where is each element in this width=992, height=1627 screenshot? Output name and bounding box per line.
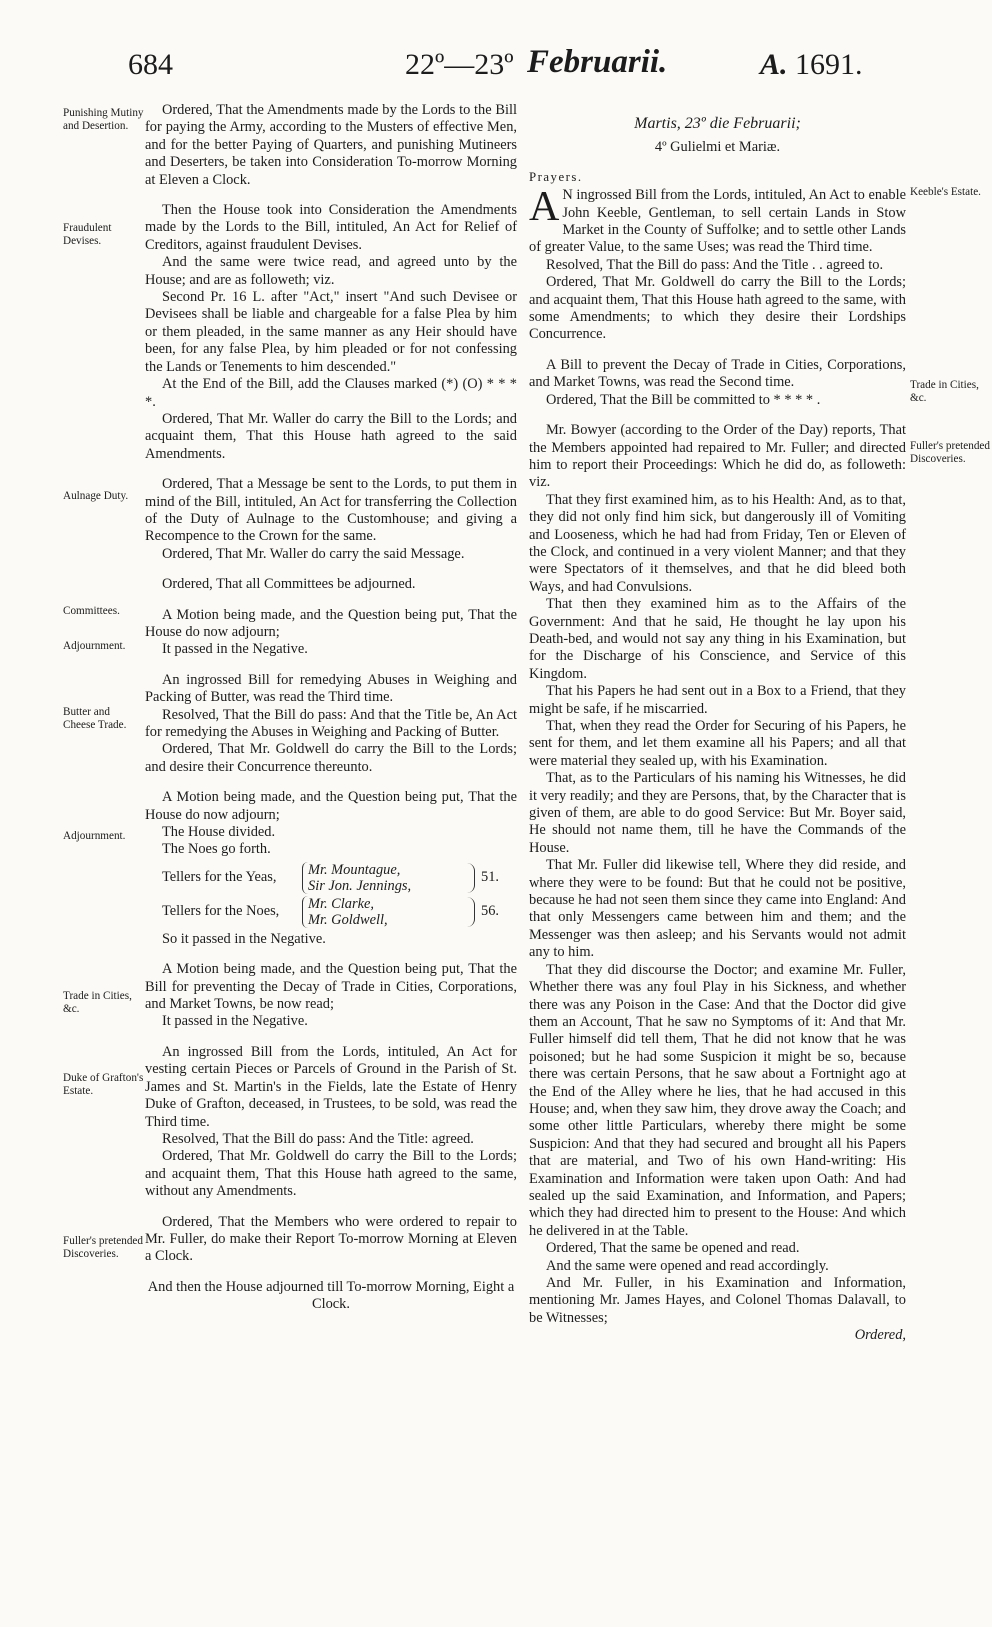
entry-trade-result: It passed in the Negative. (162, 1013, 308, 1030)
margin-note-fuller-right: Fuller's pretended Discoveries. (910, 440, 990, 465)
margin-note-adjournment-2: Adjournment. (63, 830, 126, 842)
entry-noes-forth: The Noes go forth. (162, 841, 271, 858)
margin-note-aulnage: Aulnage Duty. (63, 490, 129, 502)
entry-grafton-order: Ordered, That Mr. Goldwell do carry the Bill to the Lords; and acquaint them, That this House hath agreed to the same, without any Amendments. (145, 1148, 517, 1200)
left-column (145, 102, 517, 1314)
teller-yea-2: Sir Jon. Jennings, (308, 877, 412, 894)
catchword: Ordered, (854, 1327, 906, 1344)
sitting-date-heading: Martis, 23º die Februarii; (634, 115, 801, 132)
margin-note-committees: Committees. (63, 605, 120, 617)
margin-note-adjournment-1: Adjournment. (63, 640, 126, 652)
right-column (529, 102, 906, 1345)
entry-mutiny: Ordered, That the Amendments made by the Lords to the Bill for paying the Army, according to the Musters of effective Men, and for the better Paying of Quarters, and punishing Mutineers and Deserters, be taken into Consideration To-morrow Morning at Eleven a Clock. (145, 102, 517, 188)
entry-doctor: That they did discourse the Doctor; and examine Mr. Fuller, Whether there was any foul Play in his Sickness, and whether there was any Poison in the Case: And that the Doctor did give them an Account, That he saw no Symptoms of it: And that Mr. Fuller himself did tell them, That he did not know that he was poisoned; but he had some Suspicion it might be so, because there was certain Persons, that he saw about a Fortnight ago at the End of the Alley where he lies, that he had accused in this House; and, when they saw him, they drove away the Coach; and some other little Particulars, whereby there might be some Suspicion: And that they had secured and brought all his Papers that are material, and Two of his own Hand-writing: His Examination and Information were taken upon Oath: And had sealed up the said Examination, and Information, and Papers; which they had directed him to present to the House: And which he delivered in at the Table. (529, 961, 906, 1239)
entry-devises-order: Ordered, That Mr. Waller do carry the Bill to the Lords; and acquaint them, That this House hath agreed to the said Amendments. (145, 410, 517, 462)
entry-bowyer-report: Mr. Bowyer (according to the Order of the Day) reports, That the Members appointed had repaired to Mr. Fuller; and directed him to report their Proceedings: Which he did do, as followeth: viz. (529, 422, 906, 491)
prayers-heading: Prayers. (529, 169, 583, 184)
margin-note-trade-right: Trade in Cities, &c. (910, 379, 979, 404)
year-prefix: A. (760, 48, 788, 81)
brace-yeas (458, 863, 475, 893)
tellers-noes-label: Tellers for the Noes, (162, 903, 280, 920)
entry-keeble-order: Ordered, That Mr. Goldwell do carry the Bill to the Lords; and acquaint them, That this House hath agreed to the same, with some Amendments; to which they desire their Lordships Concurrence. (529, 274, 906, 343)
page-header (0, 44, 992, 98)
entry-keeble (529, 184, 906, 257)
brace-noes (458, 897, 475, 927)
entry-devises-clauses: At the End of the Bill, add the Clauses marked (*) (O) * * * *. (145, 376, 517, 410)
tellers-yeas-names (302, 862, 458, 894)
entry-residence: That Mr. Fuller did likewise tell, Where they did reside, and where they were to be found: But that he could not be positive, because he had not seen them since they came into England: And that only Messengers came between him and them; and the Messenger was then asleep; and his Servants would not admit any to him. (529, 857, 906, 961)
entry-health: That they first examined him, as to his Health: And, as to that, they did not only find him sick, but dangerously ill of Vomiting and Looseness, which he had had from Friday, Ten or Eleven of the Clock, and continued in a very violent Manner; and that they were Spectators of it themselves, and that he did bleed both Ways, and had Convulsions. (529, 491, 906, 595)
year-heading (760, 48, 863, 82)
margin-note-butter: Butter and Cheese Trade. (63, 706, 127, 731)
month-heading: Februarii. (527, 44, 668, 80)
entry-witnesses: That, as to the Particulars of his naming his Witnesses, he did it very readily; and they are Persons, that, by the Character that is given of them, are able to do good Service: But Mr. Boyer said, He should not name them, till he have the Commands of the House. (529, 770, 906, 856)
entry-division-result: So it passed in the Negative. (162, 930, 326, 947)
entry-grafton: An ingrossed Bill from the Lords, intituled, An Act for vesting certain Pieces or Parcels of Ground in the Parish of St. James and St. Martin's in the Fields, late the Estate of Henry Duke of Grafton, deceased, in Trustees, to be sold, was read the Third time. (145, 1043, 517, 1130)
teller-noe-1: Mr. Clarke, (308, 895, 374, 912)
entry-keeble-resolved: Resolved, That the Bill do pass: And the Title . . agreed to. (546, 256, 884, 273)
entry-trade-bill: A Bill to prevent the Decay of Trade in Cities, Corporations, and Market Towns, was read the Second time. (529, 356, 906, 391)
tellers-noes-names (302, 896, 458, 928)
margin-note-trade: Trade in Cities, &c. (63, 990, 132, 1015)
margin-note-mutiny: Punishing Mutiny and Desertion. (63, 107, 144, 132)
entry-papers-box: That his Papers he had sent out in a Box to a Friend, that they might be safe, if he miscarried. (529, 683, 906, 717)
entry-butter-order: Ordered, That Mr. Goldwell do carry the Bill to the Lords; and desire their Concurrence thereunto. (145, 741, 517, 775)
drop-cap: A (529, 184, 560, 231)
entry-aulnage-order: Ordered, That Mr. Waller do carry the said Message. (162, 545, 465, 562)
teller-noe-2: Mr. Goldwell, (308, 911, 388, 928)
date-range: 22º—23º (405, 48, 514, 81)
margin-note-keeble: Keeble's Estate. (910, 186, 981, 198)
margin-note-devises: Fraudulent Devises. (63, 222, 112, 247)
entry-butter-resolved: Resolved, That the Bill do pass: And that the Title be, An Act for remedying the Abuses in Weighing and Packing of Butter. (145, 706, 517, 740)
entry-butter: An ingrossed Bill for remedying Abuses in Weighing and Packing of Butter, was read the Third time. (145, 671, 517, 706)
tellers-yeas-count: 51. (481, 869, 499, 886)
year-value: 1691. (795, 48, 863, 81)
entry-grafton-resolved: Resolved, That the Bill do pass: And the Title: agreed. (162, 1130, 474, 1147)
entry-witnesses-named: And Mr. Fuller, in his Examination and Information, mentioning Mr. James Hayes, and Colonel Thomas Dalavall, to be Witnesses; (529, 1275, 906, 1326)
tellers-yeas-label: Tellers for the Yeas, (162, 869, 277, 886)
entry-opened-read: And the same were opened and read accordingly. (546, 1257, 829, 1274)
entry-government: That then they examined him as to the Affairs of the Government: And that he said, He thought he lay upon his Death-bed, and would not say any thing in his Examination, but for the Discharge of his Conscience, and Service of this Kingdom. (529, 596, 906, 682)
entry-keeble-text: N ingrossed Bill from the Lords, intituled, An Act to enable John Keeble, Gentleman, to sell certain Lands in Stow Market in the County of Suffolke; and to settle other Lands of greater Value, to the same Uses; was read the Third time. (529, 187, 906, 256)
entry-adjourn-result: It passed in the Negative. (162, 641, 308, 658)
tellers-table (162, 861, 512, 929)
entry-committees: Ordered, That all Committees be adjourned. (162, 576, 416, 593)
entry-adjourn-motion-2: A Motion being made, and the Question being put, That the House do now adjourn; (145, 789, 517, 823)
entry-adjourn-motion: A Motion being made, and the Question being put, That the House do now adjourn; (145, 606, 517, 640)
entry-devises-amendment: Second Pr. 16 L. after "Act," insert "And such Devisee or Devisees shall be liable and chargeable for a false Plea by him or them pleaded, in the same manner as any Heir should have been, for any false Plea, by him pleaded or for not confessing the Lands or Tenements to him descended." (145, 289, 517, 375)
entry-adjourned: And then the House adjourned till To-morrow Morning, Eight a Clock. (147, 1278, 515, 1313)
tellers-noes-row (162, 895, 512, 929)
margin-note-fuller: Fuller's pretended Discoveries. (63, 1235, 143, 1260)
entry-papers-order: That, when they read the Order for Securing of his Papers, he sent for them, and let them examine all his Papers; and all that were material they sealed up, with his Examination. (529, 718, 906, 769)
regnal-year-heading: 4º Gulielmi et Mariæ. (654, 139, 781, 156)
entry-devises: Then the House took into Consideration the Amendments made by the Lords to the Bill, intituled, An Act for Relief of Creditors, against fraudulent Devises. (145, 202, 517, 253)
tellers-yeas-row (162, 861, 512, 895)
entry-house-divided: The House divided. (162, 824, 276, 841)
page-number: 684 (128, 48, 173, 81)
teller-yea-1: Mr. Mountague, (308, 861, 401, 878)
entry-fuller-order: Ordered, That the Members who were ordered to repair to Mr. Fuller, do make their Report To-morrow Morning at Eleven a Clock. (145, 1213, 517, 1265)
entry-trade-committed: Ordered, That the Bill be committed to * * * * . (546, 391, 821, 408)
entry-trade-motion: A Motion being made, and the Question being put, That the Bill for preventing the Decay of Trade in Cities, Corporations, and Market Towns, be now read; (145, 961, 517, 1013)
entry-opened-order: Ordered, That the same be opened and read. (546, 1240, 800, 1257)
entry-aulnage: Ordered, That a Message be sent to the Lords, to put them in mind of the Bill, intituled, An Act for transferring the Collection of the Duty of Aulnage to the Customhouse; and giving a Recompence to the Crown for the same. (145, 476, 517, 545)
entry-devises-read: And the same were twice read, and agreed unto by the House; and are as followeth; viz. (145, 254, 517, 288)
margin-note-grafton: Duke of Grafton's Estate. (63, 1072, 144, 1097)
tellers-noes-count: 56. (481, 903, 499, 920)
